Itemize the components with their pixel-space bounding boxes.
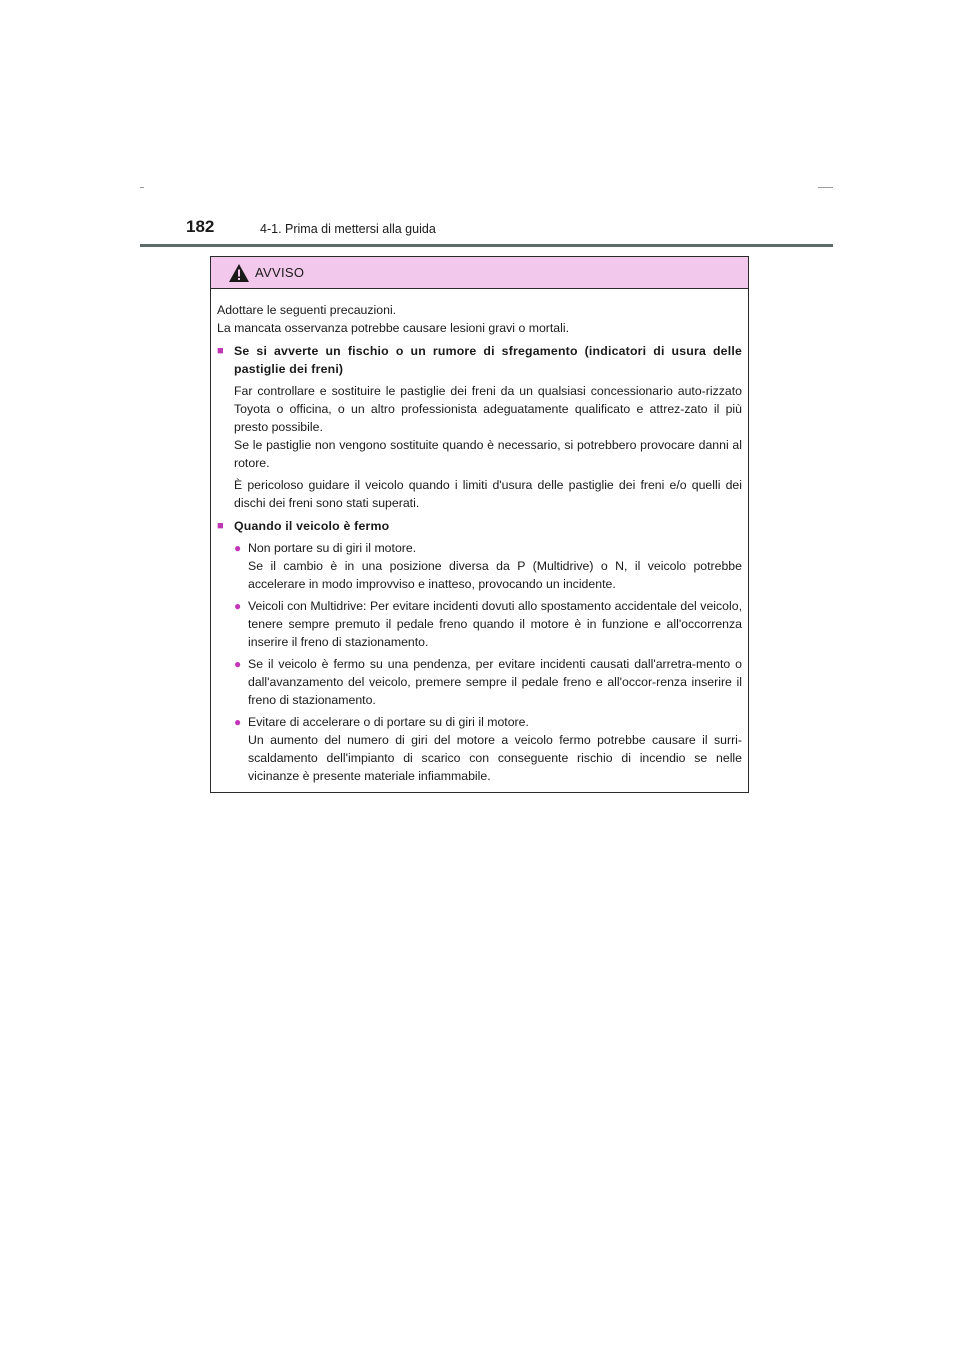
square-bullet-icon: ■ — [217, 520, 224, 532]
intro-line: La mancata osservanza potrebbe causare lesioni gravi o mortali. — [217, 321, 570, 335]
page-number: 182 — [186, 217, 215, 236]
section-heading: Quando il veicolo è fermo — [234, 519, 390, 533]
warning-header — [211, 257, 748, 289]
paragraph-line: Se le pastiglie non vengono sostituite quando è necessario, si potrebbero provocare danni al rotore. — [234, 438, 742, 470]
crop-mark-right — [818, 187, 833, 188]
section-heading: Se si avverte un fischio o un rumore di sfregamento (indicatori di usura delle pastiglie dei freni) — [234, 344, 742, 376]
section-paragraph — [234, 382, 742, 472]
section-vehicle-stopped — [217, 517, 742, 789]
square-bullet-icon: ■ — [217, 345, 224, 357]
list-item — [234, 539, 742, 593]
bullet-line: Se il cambio è in una posizione diversa da P (Multidrive) o N, il veicolo potrebbe accelerare in modo improvviso e inatteso, provocando un incidente. — [248, 559, 742, 591]
warning-body — [211, 289, 748, 789]
bullet-list — [234, 539, 742, 785]
list-item — [234, 655, 742, 709]
section-brake-pad-noise — [217, 342, 742, 512]
round-bullet-icon: ● — [234, 657, 242, 671]
list-item — [234, 713, 742, 785]
section-title: 4-1. Prima di mettersi alla guida — [260, 222, 436, 236]
warning-box — [210, 256, 749, 793]
intro-line: Adottare le seguenti precauzioni. — [217, 303, 397, 317]
warning-title: AVVISO — [255, 265, 305, 280]
bullet-line: Un aumento del numero di giri del motore a veicolo fermo potrebbe causare il surri-scaldamento dell'impianto di scarico con conseguente rischio di incendio se nelle vicinanze è presente materiale infiammabile. — [248, 733, 742, 783]
paragraph-line: Far controllare e sostituire le pastiglie dei freni da un qualsiasi concessionario auto-rizzato Toyota o officina, o un altro professionista adeguatamente qualificato e attrez-zato il più presto possibile. — [234, 384, 742, 434]
bullet-line: Evitare di accelerare o di portare su di giri il motore. — [248, 715, 529, 729]
bullet-line: Veicoli con Multidrive: Per evitare incidenti dovuti allo spostamento accidentale del veicolo, tenere sempre premuto il pedale freno quando il motore è in funzione e all'occorrenza inserire il freno di stazionamento. — [248, 599, 742, 649]
round-bullet-icon: ● — [234, 715, 242, 729]
round-bullet-icon: ● — [234, 541, 242, 555]
paragraph-line: È pericoloso guidare il veicolo quando i limiti d'usura delle pastiglie dei freni e/o quelli dei dischi dei freni sono stati superati. — [234, 478, 742, 510]
crop-mark-left — [140, 187, 144, 188]
round-bullet-icon: ● — [234, 599, 242, 613]
header-rule — [140, 244, 833, 247]
bullet-line: Se il veicolo è fermo su una pendenza, per evitare incidenti causati dall'arretra-mento o dall'avanzamento del veicolo, premere sempre il pedale freno e all'occor-renza inserire il freno di stazionamento. — [248, 657, 742, 707]
bullet-line: Non portare su di giri il motore. — [248, 541, 417, 555]
warning-triangle-icon — [228, 263, 250, 283]
section-paragraph — [234, 476, 742, 512]
warning-intro — [217, 301, 742, 337]
list-item — [234, 597, 742, 651]
